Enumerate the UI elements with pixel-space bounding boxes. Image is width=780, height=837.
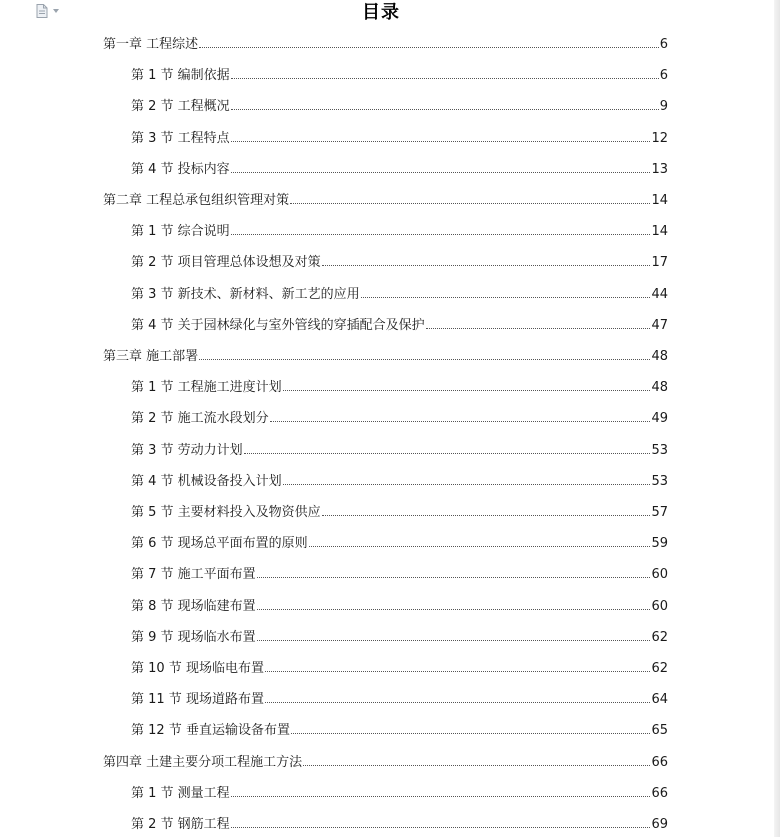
- toc-entry[interactable]: [103, 344, 668, 364]
- toc-entry[interactable]: [131, 562, 668, 582]
- toc-entry-label: 第 5 节 主要材料投入及物资供应: [131, 505, 321, 520]
- toc-leader-dots: [283, 484, 651, 485]
- toc-leader-dots: [231, 827, 651, 828]
- toc-leader-dots: [270, 421, 651, 422]
- toc-entry-page-number: 59: [651, 536, 668, 552]
- toc-entry-label: 第 1 节 编制依据: [131, 68, 230, 84]
- toc-entry-label: 第 10 节 现场临电布置: [131, 661, 264, 676]
- toc-entry-label: 第一章 工程综述: [103, 37, 199, 52]
- toc-entry[interactable]: [131, 219, 668, 239]
- toc-entry-page-number: 14: [651, 193, 668, 208]
- toc-entry-label: 第 4 节 投标内容: [131, 161, 230, 177]
- toc-entry[interactable]: [103, 32, 668, 52]
- toc-entry-page-number: 64: [651, 692, 668, 708]
- toc-leader-dots: [303, 765, 650, 766]
- toc-entry-page-number: 47: [651, 317, 668, 333]
- toc-leader-dots: [309, 546, 651, 547]
- toc-entry-label: 第二章 工程总承包组织管理对策: [103, 193, 290, 208]
- toc-entry-page-number: 12: [651, 130, 668, 146]
- toc-entry-label: 第 6 节 现场总平面布置的原则: [131, 536, 308, 552]
- toc-entry-page-number: 6: [659, 37, 668, 52]
- toc-entry[interactable]: [131, 812, 668, 832]
- toc-entry[interactable]: [103, 750, 668, 770]
- toc-leader-dots: [231, 172, 651, 173]
- toc-entry[interactable]: [131, 126, 668, 146]
- toc-leader-dots: [322, 515, 651, 516]
- toc-leader-dots: [244, 453, 651, 454]
- toc-entry-label: 第 2 节 项目管理总体设想及对策: [131, 255, 321, 271]
- toc-entry-label: 第 11 节 现场道路布置: [131, 692, 264, 708]
- toc-leader-dots: [361, 297, 651, 298]
- toc-leader-dots: [265, 702, 651, 703]
- toc-entry-page-number: 14: [651, 224, 668, 240]
- toc-entry-label: 第 4 节 机械设备投入计划: [131, 473, 282, 489]
- toc-leader-dots: [199, 47, 659, 48]
- toc-entry[interactable]: [131, 63, 668, 83]
- toc-entry-label: 第 1 节 综合说明: [131, 224, 230, 240]
- toc-entry[interactable]: [131, 313, 668, 333]
- page-title: 目录: [362, 2, 400, 23]
- toc-entry-label: 第 2 节 施工流水段划分: [131, 411, 269, 427]
- toc-entry-page-number: 49: [651, 411, 668, 427]
- toc-leader-dots: [322, 265, 651, 266]
- toc-entry-page-number: 53: [651, 442, 668, 458]
- toc-leader-dots: [231, 234, 651, 235]
- toc-leader-dots: [199, 359, 650, 360]
- toc-entry-page-number: 13: [651, 161, 668, 177]
- toc-leader-dots: [257, 609, 651, 610]
- toc-entry-page-number: 60: [651, 598, 668, 614]
- toc-entry-page-number: 48: [651, 349, 668, 364]
- toc-entry-label: 第 3 节 工程特点: [131, 130, 230, 146]
- toc-entry-label: 第 3 节 劳动力计划: [131, 442, 243, 458]
- toc-entry[interactable]: [131, 375, 668, 395]
- toc-entry-page-number: 57: [651, 505, 668, 520]
- toc-entry-label: 第 1 节 测量工程: [131, 785, 230, 801]
- toc-entry[interactable]: [131, 469, 668, 489]
- toc-entry[interactable]: [131, 625, 668, 645]
- toc-entry[interactable]: [131, 250, 668, 270]
- toc-leader-dots: [257, 577, 651, 578]
- toc-entry-label: 第四章 土建主要分项工程施工方法: [103, 754, 303, 770]
- toc-entry-label: 第 3 节 新技术、新材料、新工艺的应用: [131, 286, 360, 302]
- toc-entry[interactable]: [131, 687, 668, 707]
- toc-entry-label: 第 12 节 垂直运输设备布置: [131, 723, 290, 739]
- toc-entry-label: 第 2 节 钢筋工程: [131, 817, 230, 832]
- toc-leader-dots: [291, 733, 651, 734]
- toc-entry-page-number: 65: [651, 723, 668, 739]
- toc-entry-page-number: 9: [659, 99, 668, 115]
- toc-entry-label: 第 9 节 现场临水布置: [131, 629, 256, 645]
- toc-entry[interactable]: [131, 594, 668, 614]
- toc-entry[interactable]: [131, 718, 668, 738]
- toc-entry-page-number: 69: [651, 817, 668, 832]
- toc-entry[interactable]: [131, 282, 668, 302]
- toc-entry-page-number: 6: [659, 68, 668, 84]
- toc-leader-dots: [265, 671, 651, 672]
- toc-entry-page-number: 62: [651, 661, 668, 676]
- toc-entry-page-number: 44: [651, 286, 668, 302]
- toc-leader-dots: [257, 640, 651, 641]
- toc-leader-dots: [290, 203, 650, 204]
- toc-entry[interactable]: [131, 781, 668, 801]
- toc-entry[interactable]: [103, 188, 668, 208]
- toc-entry-page-number: 62: [651, 629, 668, 645]
- toc-entry[interactable]: [131, 531, 668, 551]
- toc-leader-dots: [231, 141, 651, 142]
- toc-entry-label: 第三章 施工部署: [103, 349, 199, 364]
- toc-entry[interactable]: [131, 157, 668, 177]
- toc-entry-page-number: 66: [651, 785, 668, 801]
- toc-entry[interactable]: [131, 656, 668, 676]
- toc-leader-dots: [231, 78, 659, 79]
- toc-leader-dots: [426, 328, 651, 329]
- toc-leader-dots: [231, 109, 659, 110]
- toc-entry[interactable]: [131, 500, 668, 520]
- toc-entry-label: 第 7 节 施工平面布置: [131, 567, 256, 583]
- toc-entry[interactable]: [131, 438, 668, 458]
- toc-entry[interactable]: [131, 406, 668, 426]
- toc-entry-label: 第 1 节 工程施工进度计划: [131, 380, 282, 396]
- toc-entry-page-number: 53: [651, 473, 668, 489]
- toc-leader-dots: [231, 796, 651, 797]
- toc-entry[interactable]: [131, 94, 668, 114]
- toc-entry-page-number: 66: [651, 754, 668, 770]
- toc-entry-label: 第 2 节 工程概况: [131, 99, 230, 115]
- toc-entry-page-number: 48: [651, 380, 668, 396]
- toc-entry-label: 第 4 节 关于园林绿化与室外管线的穿插配合及保护: [131, 317, 425, 333]
- page-edge: [774, 0, 780, 837]
- toc-entry-label: 第 8 节 现场临建布置: [131, 598, 256, 614]
- toc-entry-page-number: 17: [651, 255, 668, 271]
- toc-entry-page-number: 60: [651, 567, 668, 583]
- toc-leader-dots: [283, 390, 651, 391]
